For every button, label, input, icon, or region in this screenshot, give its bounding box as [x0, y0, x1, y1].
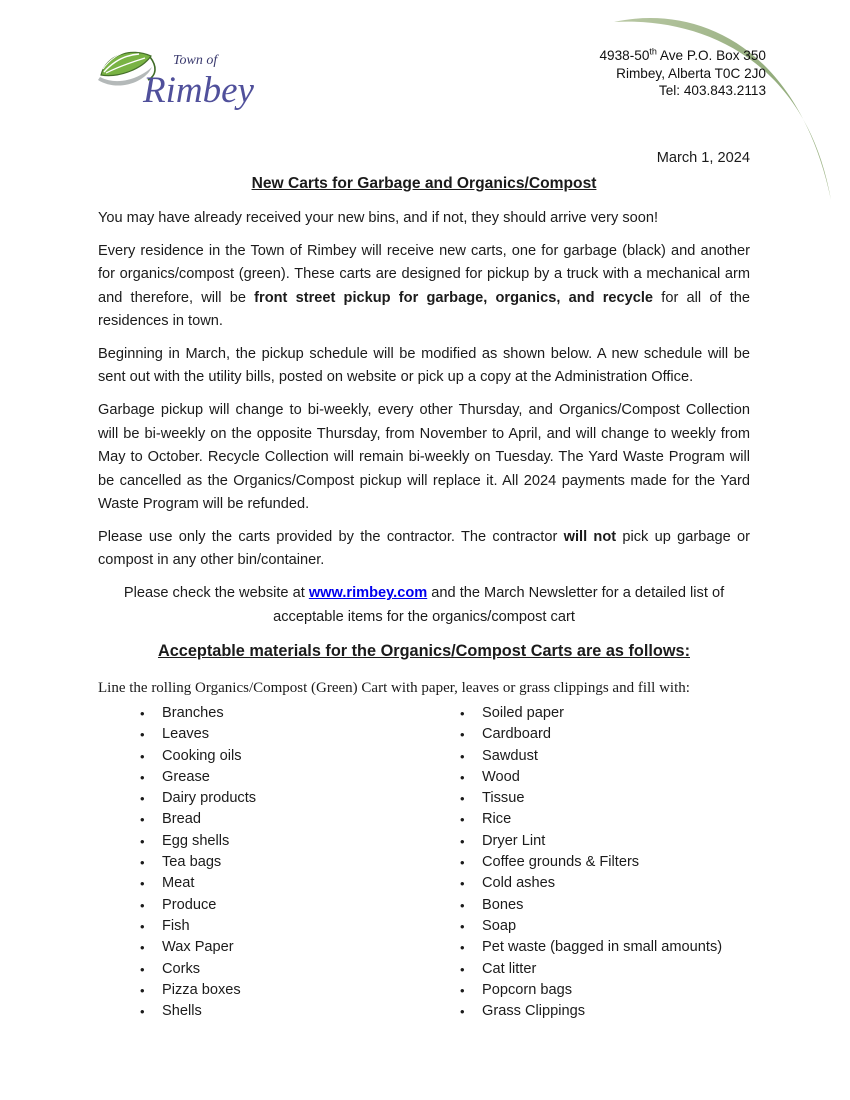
list-item-label: Soap: [482, 917, 517, 934]
logo-rimbey-text: Rimbey: [143, 70, 254, 111]
bullet-icon: •: [140, 727, 145, 743]
list-item: [140, 724, 460, 745]
bullet-icon: •: [460, 961, 465, 977]
text-run: You may have already received your new bins, and if not, they should arrive very soon!: [98, 210, 659, 226]
corner-arc-decoration: [0, 0, 850, 260]
bullet-icon: •: [140, 791, 145, 807]
text-run: for all of the residences in town.: [98, 289, 750, 330]
bullet-icon: •: [460, 812, 465, 828]
list-item-label: Produce: [162, 896, 217, 913]
text-run: Garbage pickup will change to bi-weekly, every other Thursday, and Organics/Compost Collection will be bi-weekly on the opposite Thursday, from November to April, and will change to weekly from May to October. Recycle Collection will remain bi-weekly on Tuesday. The Yard Waste Program will be cancelled as the Organics/Compost pickup will replace it. All 2024 payments made for the Yard Waste Program will be refunded.: [98, 402, 750, 512]
list-item: [140, 873, 460, 894]
list-item: [460, 724, 750, 745]
logo-town-of-text: Town of: [173, 53, 218, 68]
bullet-icon: •: [140, 833, 145, 849]
list-item-label: Dairy products: [162, 790, 257, 807]
list-item-label: Cold ashes: [482, 875, 556, 892]
bullet-icon: •: [460, 940, 465, 956]
bullet-icon: •: [460, 769, 465, 785]
bullet-icon: •: [140, 706, 145, 721]
list-item-label: Pet waste (bagged in small amounts): [482, 939, 723, 956]
paragraph-pickup-changes: [98, 399, 750, 516]
list-item: [140, 767, 460, 788]
bullet-icon: •: [460, 706, 465, 721]
list-item-label: Rice: [482, 811, 512, 828]
bullet-icon: •: [460, 833, 465, 849]
rimbey-website-link[interactable]: www.rimbey.com: [308, 585, 428, 602]
list-item-label: Grease: [162, 768, 210, 785]
list-item-label: Leaves: [162, 726, 210, 743]
items-list-left-column: [98, 703, 460, 1022]
bullet-icon: •: [460, 855, 465, 871]
bullet-icon: •: [140, 982, 145, 998]
list-item-label: Branches: [162, 705, 224, 721]
acceptable-items-lists: [98, 703, 750, 1022]
list-item: [460, 767, 750, 788]
acceptable-materials-heading: Acceptable materials for the Organics/Compost Carts are as follows:: [157, 642, 690, 660]
address-line-3: Tel: 403.843.2113: [658, 83, 766, 99]
list-item-label: Corks: [162, 960, 201, 977]
list-item-label: Bones: [482, 896, 524, 913]
list-item-label: Bread: [162, 811, 201, 828]
list-item: [460, 937, 750, 958]
bullet-icon: •: [460, 791, 465, 807]
bullet-icon: •: [460, 897, 465, 913]
list-item: [140, 831, 460, 852]
list-item: [140, 1001, 460, 1022]
list-item: [140, 895, 460, 916]
list-item: [140, 703, 460, 724]
bullet-icon: •: [140, 918, 145, 934]
bullet-icon: •: [460, 982, 465, 998]
bullet-icon: •: [140, 748, 145, 764]
items-list-right-column: [460, 703, 750, 1022]
bullet-icon: •: [460, 748, 465, 764]
list-item: [460, 703, 750, 724]
letter-body: [0, 149, 850, 1022]
list-item-label: Pizza boxes: [162, 981, 241, 998]
list-item-label: Dryer Lint: [482, 832, 546, 849]
bullet-icon: •: [140, 940, 145, 956]
paragraph-website: [98, 582, 750, 629]
list-item: [140, 852, 460, 873]
list-item-label: Tea bags: [162, 854, 222, 871]
list-item: [460, 852, 750, 873]
bullet-icon: •: [460, 918, 465, 934]
document-title: New Carts for Garbage and Organics/Compost: [251, 175, 597, 192]
list-item: [460, 895, 750, 916]
list-item: [460, 980, 750, 1001]
list-item: [460, 809, 750, 830]
list-item: [460, 1001, 750, 1022]
address-line-2: Rimbey, Alberta T0C 2J0: [616, 65, 766, 81]
list-item-label: Shells: [162, 1003, 202, 1020]
list-intro: Line the rolling Organics/Compost (Green) Cart with paper, leaves or grass clippings and fill with:: [98, 680, 690, 696]
bullet-icon: •: [140, 876, 145, 892]
list-item-label: Sawdust: [482, 747, 538, 764]
list-item-label: Cat litter: [482, 960, 537, 977]
bullet-icon: •: [140, 897, 145, 913]
bold-text-run: front street pickup for garbage, organics, and recycle: [254, 289, 654, 306]
list-item: [460, 788, 750, 809]
list-item: [140, 916, 460, 937]
address-line-1: 4938-50th Ave P.O. Box 350: [599, 46, 766, 63]
list-item: [460, 916, 750, 937]
paragraph-schedule: [98, 343, 750, 390]
list-item-label: Cooking oils: [162, 747, 242, 764]
list-item-label: Popcorn bags: [482, 981, 573, 998]
list-item-label: Egg shells: [162, 832, 230, 849]
text-run: pick up garbage or compost in any other bin/container.: [98, 528, 750, 569]
letterhead-address: [600, 47, 767, 100]
list-item-label: Wax Paper: [162, 939, 234, 956]
list-item-label: Meat: [162, 875, 195, 892]
text-run: Please check the website at: [123, 585, 309, 602]
text-run: Beginning in March, the pickup schedule will be modified as shown below. A new schedule will be sent out with the utility bills, posted on website or pick up a copy at the Administration Office.: [98, 346, 750, 386]
bullet-icon: •: [140, 961, 145, 977]
list-item: [460, 746, 750, 767]
list-item: [140, 788, 460, 809]
town-of-rimbey-logo: [93, 44, 273, 122]
text-run: and the March Newsletter for a detailed list of acceptable items for the organics/compost cart: [273, 585, 725, 625]
bullet-icon: •: [140, 855, 145, 871]
list-item-label: Coffee grounds & Filters: [482, 854, 640, 871]
bullet-icon: •: [140, 812, 145, 828]
bold-text-run: will not: [563, 528, 617, 545]
text-run: Please use only the carts provided by the contractor. The contractor: [98, 528, 564, 545]
list-item: [140, 809, 460, 830]
list-item-label: Tissue: [482, 790, 525, 807]
text-run: Every residence in the Town of Rimbey will receive new carts, one for garbage (black) and another for organics/compost (green). These carts are designed for pickup by a truck with a mechanical arm and therefore, will be: [98, 242, 750, 306]
bullet-icon: •: [140, 1004, 145, 1020]
bullet-icon: •: [460, 1004, 465, 1020]
list-item-label: Fish: [162, 917, 190, 934]
ordinal-superscript: th: [649, 46, 657, 57]
list-item: [140, 980, 460, 1001]
list-item: [460, 831, 750, 852]
paragraph-contractor: [98, 526, 750, 573]
bullet-icon: •: [460, 727, 465, 743]
list-item: [140, 937, 460, 958]
bullet-icon: •: [140, 769, 145, 785]
list-item-label: Cardboard: [482, 726, 551, 743]
date: March 1, 2024: [656, 150, 750, 166]
list-item-label: Wood: [482, 768, 520, 785]
list-item: [140, 959, 460, 980]
list-item: [460, 873, 750, 894]
list-item: [460, 959, 750, 980]
list-item-label: Soiled paper: [482, 705, 564, 721]
bullet-icon: •: [460, 876, 465, 892]
list-item-label: Grass Clippings: [482, 1003, 586, 1020]
list-item: [140, 746, 460, 767]
